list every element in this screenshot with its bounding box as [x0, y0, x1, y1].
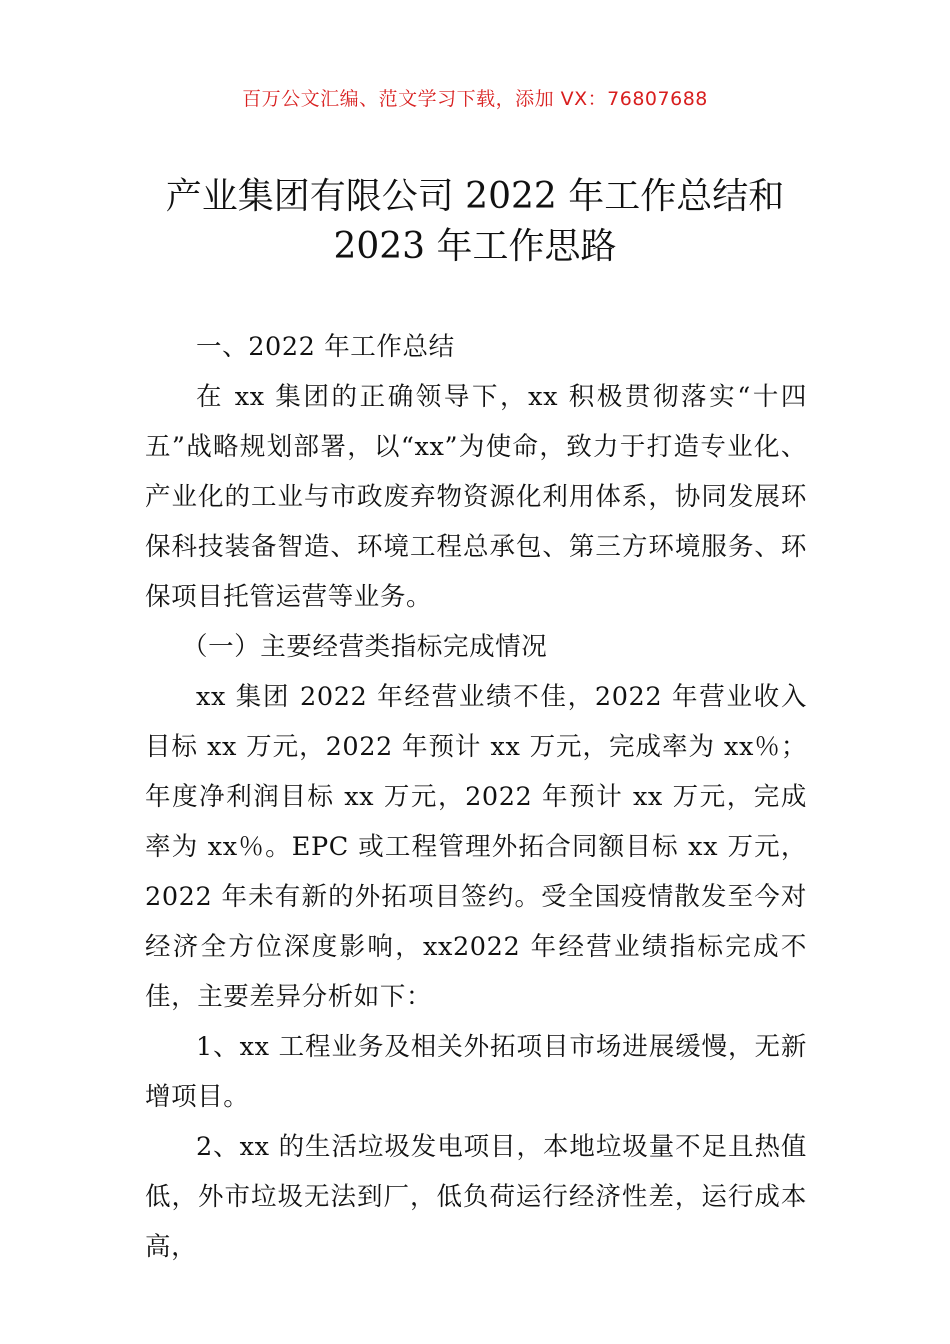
section-heading-work-summary: 一、2022 年工作总结 — [196, 332, 455, 362]
list-item-2: 2、xx 的生活垃圾发电项目，本地垃圾量不足且热值低，外市垃圾无法到厂，低负荷运行经济性差，运行成本高， — [145, 1132, 807, 1262]
document-body — [145, 322, 807, 1272]
list-item-1: 1、xx 工程业务及相关外拓项目市场进展缓慢，无新增项目。 — [145, 1032, 807, 1112]
document-title: 产业集团有限公司 2022 年工作总结和 2023 年工作思路 — [165, 176, 785, 267]
paragraph-intro: 在 xx 集团的正确领导下，xx 积极贯彻落实“十四五”战略规划部署，以“xx”为使命，致力于打造专业化、产业化的工业与市政废弃物资源化利用体系，协同发展环保科技装备智造、环境工程总承包、第三方环境服务、环保项目托管运营等业务。 — [145, 382, 807, 612]
paragraph-performance: xx 集团 2022 年经营业绩不佳，2022 年营业收入目标 xx 万元，2022 年预计 xx 万元，完成率为 xx％；年度净利润目标 xx 万元，2022 年预计 xx 万元，完成率为 xx％。EPC 或工程管理外拓合同额目标 xx 万元，2022 年未有新的外拓项目签约。受全国疫情散发至今对经济全方位深度影响，xx2022 年经营业绩指标完成不佳，主要差异分析如下： — [145, 682, 807, 1012]
subsection-heading-indicators: （一）主要经营类指标完成情况 — [181, 632, 548, 662]
header-watermark-note: 百万公文汇编、范文学习下载，添加 VX：76807688 — [242, 88, 708, 110]
